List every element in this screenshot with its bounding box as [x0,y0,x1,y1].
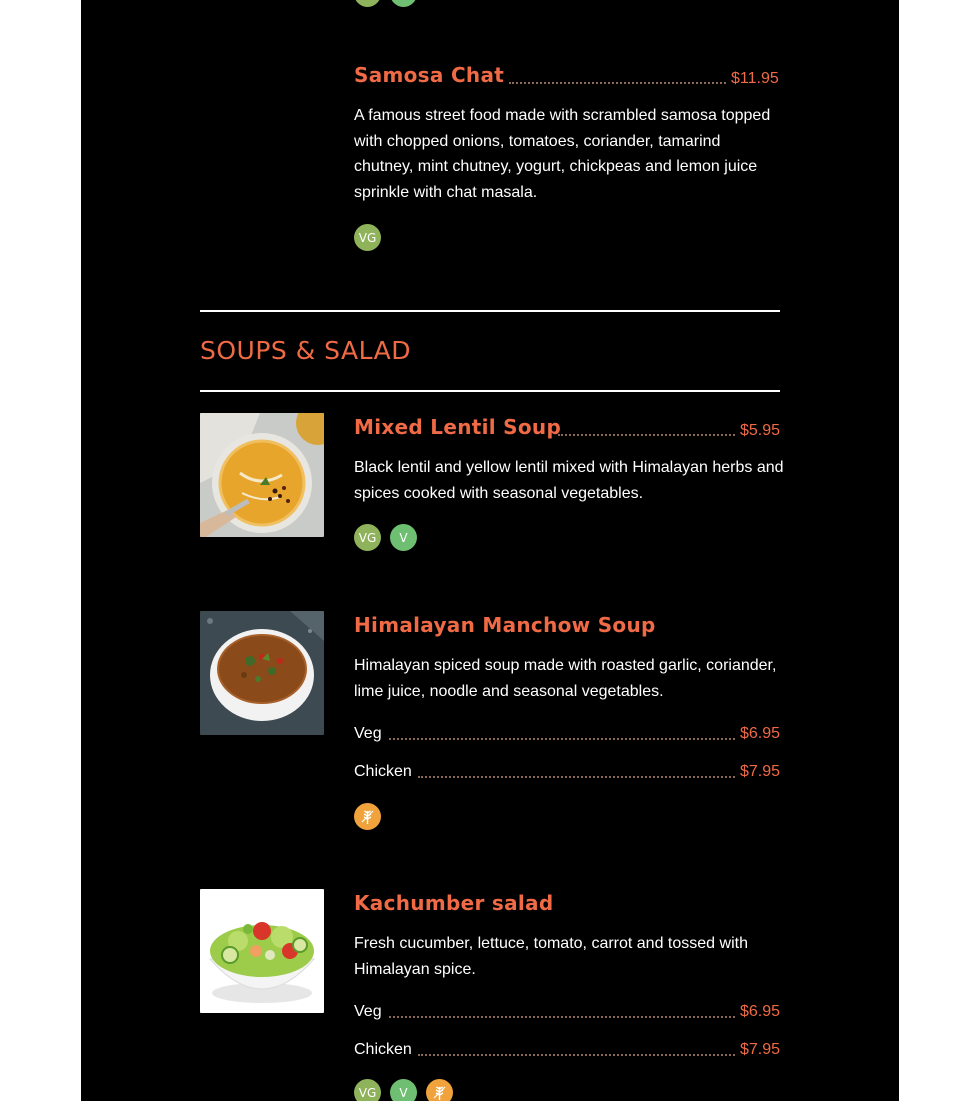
section-divider-top [200,310,780,312]
option-price: $7.95 [740,763,781,780]
vegan-badge-partial [354,0,381,7]
item-price-samosa-chat: $11.95 [731,70,779,87]
option-label: Chicken [354,1041,412,1058]
menu-panel [81,0,899,1101]
price-leader [389,1016,735,1018]
vegan-badge: VG [354,524,381,551]
vegetarian-badge: V [390,524,417,551]
item-description-samosa-chat: A famous street food made with scrambled samosa topped with chopped onions, tomatoes, coriander, tamarind chutney, mint chutney, yogurt, chickpeas and lemon juice sprinkle with chat masala. [354,107,771,201]
item-title-samosa-chat: Samosa Chat [354,63,505,87]
price-leader [418,776,735,778]
price-leader [558,434,735,436]
price-leader [389,738,735,740]
manchow-soup-photo [200,611,324,735]
section-title: SOUPS & SALAD [200,336,411,365]
item-title-himalayan-manchow-soup: Himalayan Manchow Soup [354,613,656,637]
item-price-mixed-lentil-soup: $5.95 [740,422,781,439]
item-description-kachumber-salad: Fresh cucumber, lettuce, tomato, carrot and tossed with Himalayan spice. [354,935,748,978]
item-title-mixed-lentil-soup: Mixed Lentil Soup [354,415,562,439]
option-price: $6.95 [740,1003,781,1020]
item-description-mixed-lentil-soup: Black lentil and yellow lentil mixed with Himalayan herbs and spices cooked with seasonal vegetables. [354,459,784,502]
price-leader [418,1054,735,1056]
vegan-badge: VG [354,1079,381,1101]
gluten-free-icon [354,803,381,830]
section-divider-bottom [200,390,780,392]
option-label: Veg [354,725,382,742]
option-label: Chicken [354,763,412,780]
item-title-kachumber-salad: Kachumber salad [354,891,554,915]
option-price: $7.95 [740,1041,781,1058]
item-description-himalayan-manchow-soup: Himalayan spiced soup made with roasted garlic, coriander, lime juice, noodle and seasonal vegetables. [354,657,777,700]
vegan-badge: VG [354,224,381,251]
price-leader [509,82,726,84]
lentil-soup-photo [200,413,324,537]
option-price: $6.95 [740,725,781,742]
kachumber-salad-photo [200,889,324,1013]
gluten-free-icon [426,1079,453,1101]
option-label: Veg [354,1003,382,1020]
vegetarian-badge: V [390,1079,417,1101]
vegetarian-badge-partial [390,0,417,7]
